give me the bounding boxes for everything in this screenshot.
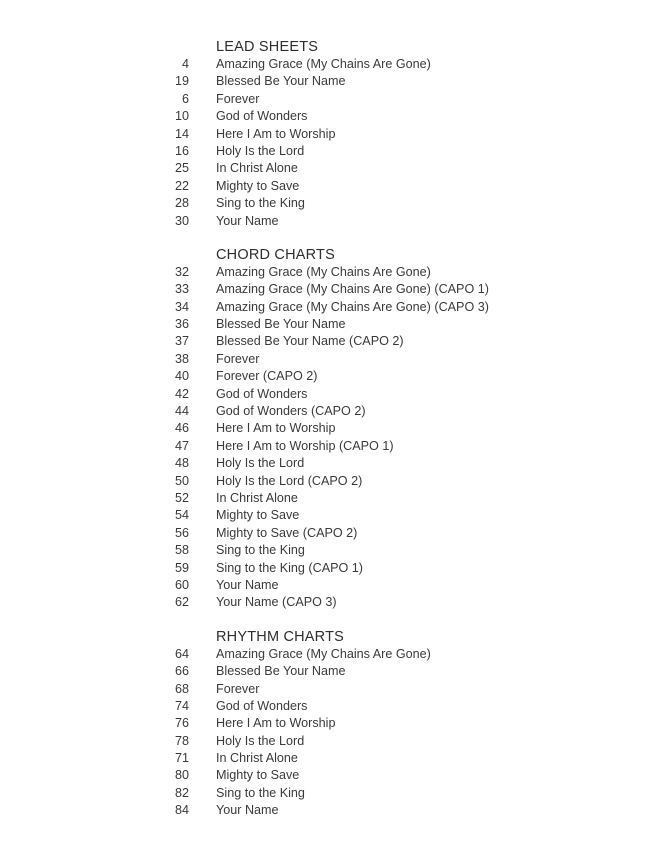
toc-entry	[0, 368, 648, 385]
song-title: Forever	[216, 91, 260, 106]
song-title: Mighty to Save	[216, 768, 300, 783]
song-title: Mighty to Save (CAPO 2)	[216, 525, 358, 540]
page-number: 30	[174, 213, 189, 228]
song-title: God of Wonders	[216, 386, 308, 401]
song-title: Holy Is the Lord	[216, 733, 305, 748]
page-number: 74	[174, 698, 189, 713]
song-title: Amazing Grace (My Chains Are Gone)	[216, 264, 431, 279]
toc-entry	[0, 403, 648, 420]
song-title: Blessed Be Your Name	[216, 664, 346, 679]
song-title: Blessed Be Your Name (CAPO 2)	[216, 334, 404, 349]
page-number: 68	[174, 681, 189, 696]
page-number: 28	[174, 196, 189, 211]
toc-entry	[0, 108, 648, 125]
toc-section	[0, 38, 648, 230]
toc-entry	[0, 213, 648, 230]
page-number: 62	[174, 595, 189, 610]
song-title: Holy Is the Lord (CAPO 2)	[216, 473, 363, 488]
toc-entry	[0, 802, 648, 819]
song-title: In Christ Alone	[216, 161, 298, 176]
song-title: Blessed Be Your Name	[216, 74, 346, 89]
toc-entry	[0, 750, 648, 767]
toc-entry	[0, 195, 648, 212]
toc-entry	[0, 733, 648, 750]
page-number: 10	[174, 109, 189, 124]
toc-entry	[0, 160, 648, 177]
song-title: Mighty to Save	[216, 508, 300, 523]
page-number: 34	[174, 299, 189, 314]
page-number: 78	[174, 733, 189, 748]
page-number: 36	[174, 317, 189, 332]
page-number: 32	[174, 264, 189, 279]
page-number: 44	[174, 404, 189, 419]
page-number: 76	[174, 716, 189, 731]
section-heading: LEAD SHEETS	[216, 39, 319, 55]
page-number: 25	[174, 161, 189, 176]
section-heading: CHORD CHARTS	[216, 246, 335, 263]
page-number: 16	[174, 143, 189, 158]
song-title: Sing to the King (CAPO 1)	[216, 560, 363, 575]
page-number: 38	[174, 351, 189, 366]
page-number: 6	[181, 91, 189, 106]
toc-entry	[0, 420, 648, 437]
page-number: 19	[174, 74, 189, 89]
song-title: Forever	[216, 351, 260, 366]
song-title: Sing to the King	[216, 785, 305, 800]
page-number: 54	[174, 508, 189, 523]
song-title: Your Name	[216, 803, 279, 818]
page-number: 84	[174, 803, 189, 818]
toc-entry	[0, 264, 648, 281]
page-number: 66	[174, 664, 189, 679]
page-number: 64	[174, 646, 189, 661]
page-number: 71	[174, 751, 189, 766]
page-number: 52	[174, 490, 189, 505]
toc-entry	[0, 663, 648, 680]
toc-entry	[0, 455, 648, 472]
song-title: Sing to the King	[216, 543, 305, 558]
song-title: Here I Am to Worship	[216, 716, 336, 731]
toc-entry	[0, 681, 648, 698]
song-title: Holy Is the Lord	[216, 456, 305, 471]
song-title: God of Wonders	[216, 698, 308, 713]
toc-entry	[0, 473, 648, 490]
section-heading: RHYTHM CHARTS	[216, 628, 345, 645]
page-number: 42	[174, 386, 189, 401]
toc-entry	[0, 594, 648, 611]
toc-entry	[0, 73, 648, 90]
toc-entry	[0, 767, 648, 784]
toc-entry	[0, 438, 648, 455]
song-title: In Christ Alone	[216, 490, 298, 505]
song-title: Your Name (CAPO 3)	[216, 595, 337, 610]
song-title: God of Wonders (CAPO 2)	[216, 404, 366, 419]
toc-entry	[0, 299, 648, 316]
toc-entry	[0, 560, 648, 577]
page-number: 40	[174, 369, 189, 384]
page-number: 33	[174, 282, 189, 297]
song-title: Here I Am to Worship	[216, 421, 336, 436]
song-title: Amazing Grace (My Chains Are Gone) (CAPO 3)	[216, 299, 489, 314]
song-title: God of Wonders	[216, 109, 308, 124]
page-number: 46	[174, 421, 189, 436]
page-number: 56	[174, 525, 189, 540]
song-title: Amazing Grace (My Chains Are Gone) (CAPO 1)	[216, 282, 489, 297]
table-of-contents	[0, 38, 648, 820]
toc-entry	[0, 542, 648, 559]
toc-entry	[0, 281, 648, 298]
song-title: Forever (CAPO 2)	[216, 369, 318, 384]
page-number: 59	[174, 560, 189, 575]
song-title: Here I Am to Worship (CAPO 1)	[216, 438, 394, 453]
toc-section	[0, 628, 648, 820]
page-number: 14	[174, 126, 189, 141]
page-number: 37	[174, 334, 189, 349]
song-title: Holy Is the Lord	[216, 143, 305, 158]
toc-entry	[0, 333, 648, 350]
toc-entry	[0, 715, 648, 732]
song-title: Forever	[216, 681, 260, 696]
toc-entry	[0, 646, 648, 663]
toc-entry	[0, 126, 648, 143]
page-number: 48	[174, 456, 189, 471]
toc-entry	[0, 178, 648, 195]
toc-entry	[0, 351, 648, 368]
toc-entry	[0, 91, 648, 108]
toc-entry	[0, 698, 648, 715]
song-title: Here I Am to Worship	[216, 126, 336, 141]
toc-section	[0, 246, 648, 612]
toc-entry	[0, 386, 648, 403]
page-number: 47	[174, 438, 189, 453]
page-number: 60	[174, 577, 189, 592]
toc-entry	[0, 525, 648, 542]
page-number: 50	[174, 473, 189, 488]
page-number: 82	[174, 785, 189, 800]
song-title: Amazing Grace (My Chains Are Gone)	[216, 646, 431, 661]
toc-entry	[0, 316, 648, 333]
song-title: Your Name	[216, 213, 279, 228]
toc-entry	[0, 785, 648, 802]
toc-entry	[0, 56, 648, 73]
song-title: Amazing Grace (My Chains Are Gone)	[216, 57, 431, 71]
song-title: In Christ Alone	[216, 751, 298, 766]
toc-entry	[0, 577, 648, 594]
page-number: 4	[181, 57, 189, 71]
song-title: Your Name	[216, 577, 279, 592]
song-title: Mighty to Save	[216, 178, 300, 193]
song-title: Sing to the King	[216, 196, 305, 211]
song-title: Blessed Be Your Name	[216, 317, 346, 332]
toc-entry	[0, 507, 648, 524]
toc-entry	[0, 490, 648, 507]
toc-entry	[0, 143, 648, 160]
page-number: 22	[174, 178, 189, 193]
page-number: 80	[174, 768, 189, 783]
page-number: 58	[174, 543, 189, 558]
